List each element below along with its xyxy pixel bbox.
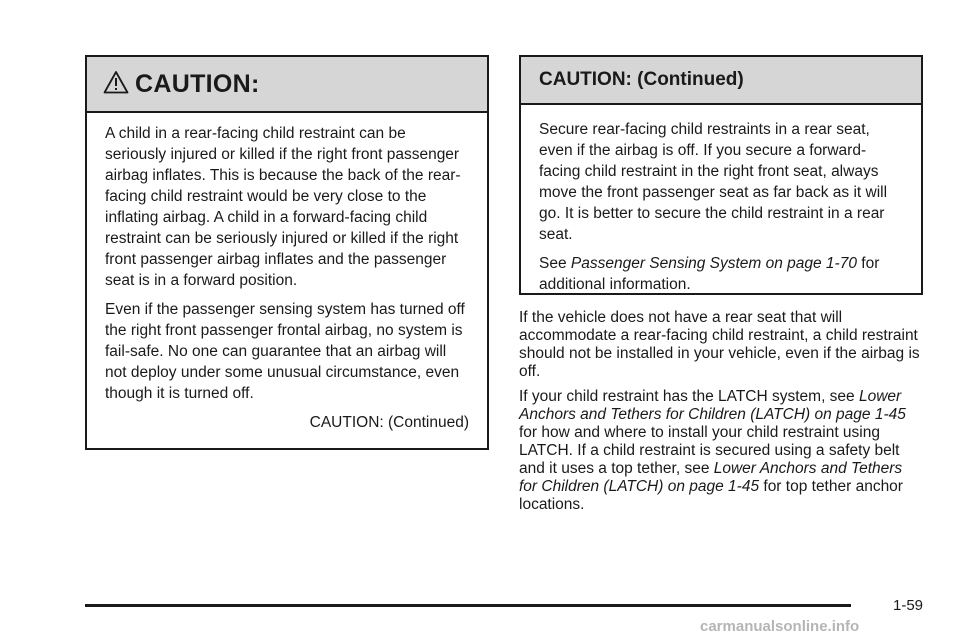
caution-continued-note: CAUTION: (Continued) [309, 414, 469, 431]
caution-continued-header [521, 57, 921, 105]
caution-paragraph-2: Even if the passenger sensing system has turned off the right front passenger frontal airbag, no system is fail-safe. No one can guarantee that an airbag will not deploy under some unusual circumstance, even though it is turned off. [105, 301, 465, 402]
text-segment: for additional information. [539, 255, 880, 293]
footer-rule [85, 604, 851, 607]
caution-continued-paragraph-1: Secure rear-facing child restraints in a rear seat, even if the airbag is off. If you secure a forward-facing child restraint in the right front seat, always move the front passenger seat as far back as it will go. It is better to secure the child restraint in a rear seat. [539, 121, 888, 243]
caution-title: CAUTION: [135, 69, 260, 98]
text-segment: See [539, 255, 571, 272]
cross-reference-link[interactable]: Passenger Sensing System on page 1-70 [570, 255, 857, 272]
body-text [519, 309, 923, 521]
watermark: carmanualsonline.info [700, 618, 860, 635]
text-segment: If your child restraint has the LATCH system, see [519, 388, 859, 405]
text-segment: for top tether anchor locations. [519, 478, 903, 513]
caution-header [87, 57, 487, 113]
caution-continued-box [519, 55, 923, 295]
warning-triangle-icon [103, 70, 129, 94]
caution-continued-title: CAUTION: (Continued) [539, 69, 744, 90]
page-number: 1-59 [893, 597, 924, 614]
cross-reference-link[interactable]: Lower Anchors and Tethers for Children (LATCH) on page 1-45 [519, 460, 903, 495]
body-paragraph-2 [519, 388, 923, 514]
caution-body [87, 113, 487, 433]
caution-box [85, 55, 489, 450]
text-segment: for how and where to install your child restraint using LATCH. If a child restraint is secured using a safety belt and it uses a top tether, see [519, 424, 900, 477]
cross-reference-link[interactable]: Lower Anchors and Tethers for Children (LATCH) on page 1-45 [519, 388, 906, 423]
caution-continued-paragraph-2 [539, 253, 903, 295]
caution-paragraph-1: A child in a rear-facing child restraint can be seriously injured or killed if the right front passenger airbag inflates. This is because the back of the rear-facing child restraint would be very close to the inflating airbag. A child in a forward-facing child restraint can be seriously injured or killed if the right front passenger airbag inflates and the passenger seat is in a forward position. [105, 125, 461, 289]
caution-continued-body [521, 105, 921, 295]
body-paragraph-1: If the vehicle does not have a rear seat that will accommodate a rear-facing child restraint, a child restraint should not be installed in your vehicle, even if the airbag is off. [519, 309, 920, 380]
